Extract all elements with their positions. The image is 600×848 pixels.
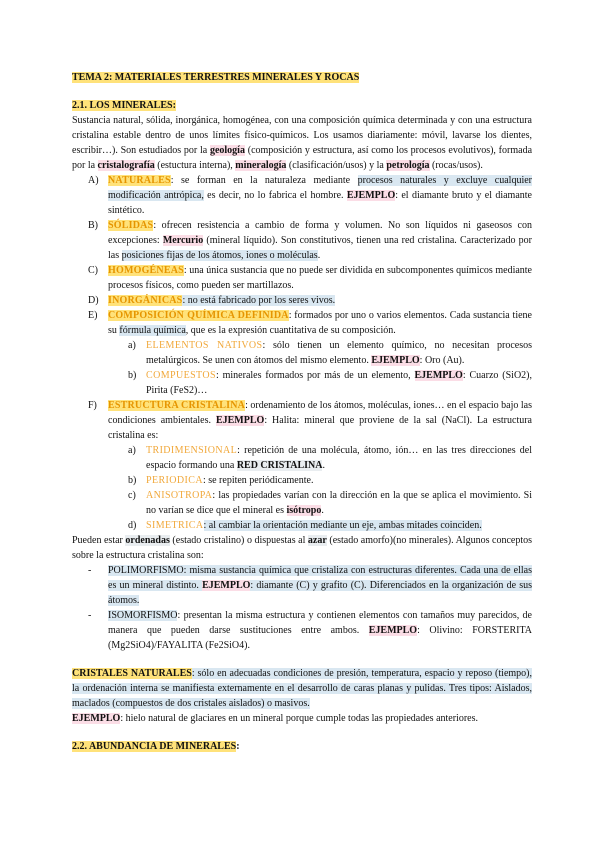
example-label: EJEMPLO <box>202 580 251 591</box>
sub-label: TRIDIMENSIONAL <box>146 445 238 456</box>
intro-text: (rocas/usos). <box>429 160 483 171</box>
list-item-text <box>108 173 532 218</box>
term-cristalografia: cristalografía <box>97 160 155 171</box>
spacer <box>72 653 532 666</box>
sub-item-elementos-nativos <box>108 338 532 368</box>
body-text: : repetición de una molécula, átomo, ión… en las tres direcciones del espacio formando una <box>146 445 532 471</box>
list-marker: C) <box>88 265 98 276</box>
body-text: . <box>317 250 321 261</box>
body-text: : Cuarzo (SiO2), Pirita (FeS2)… <box>146 370 532 396</box>
section-1-heading-text: 2.1. LOS MINERALES: <box>72 100 176 111</box>
sub-item-text <box>146 518 532 533</box>
list-item-text <box>108 293 532 308</box>
list-item-text <box>108 308 532 338</box>
sub-marker: b) <box>128 370 137 381</box>
list-item-text <box>108 398 532 443</box>
section-1-heading <box>72 98 532 113</box>
sub-item-compuestos <box>108 368 532 398</box>
term-mercurio: Mercurio <box>162 235 204 246</box>
sub-marker: d) <box>128 520 137 531</box>
list-marker: B) <box>88 220 98 231</box>
sub-item-text <box>146 338 532 368</box>
intro-text: (estuctura interna), <box>154 160 236 171</box>
list-item-naturales <box>72 173 532 218</box>
list-item-composicion <box>72 308 532 338</box>
section-2-heading <box>72 739 532 754</box>
list-item-homogeneas <box>72 263 532 293</box>
example-label: EJEMPLO <box>346 190 396 201</box>
body-text: : Oro (Au). <box>419 355 465 366</box>
sub-label: ANISOTROPA <box>146 490 213 501</box>
example-label: EJEMPLO <box>72 713 121 724</box>
property-label: ESTRUCTURA CRISTALINA <box>108 400 246 411</box>
property-label: INORGÁNICAS <box>108 295 183 306</box>
list-item-text <box>108 263 532 293</box>
section-2-heading-colon: : <box>236 741 240 752</box>
document-page <box>72 70 532 754</box>
cristales-label: CRISTALES NATURALES <box>72 668 192 679</box>
example-label: EJEMPLO <box>215 415 265 426</box>
intro-text: Sustancia natural, sólida, inorgánica, homogénea, con una composición química determinada y con una estructura cristalina estable dentro de unos límites físico-químicos. Los usamos diariamente: móvil, lavarse los dientes, escribir…). Son estudiados por la <box>72 115 532 156</box>
concept-label: ISOMORFISMO <box>108 610 178 621</box>
body-text: : Halita: mineral que proviene de la sal (NaCl). La estructura cristalina es: <box>108 415 532 441</box>
highlight-text: : sólo en adecuadas condiciones de presión, temperatura, espacio y reposo (tiempo), la ordenación interna se manifiesta externamente en el desarrollo de caras planas y pulidas. Tres tipos: Aislados, maclados (compuestos de dos cristales aislados) o masivos. <box>72 668 532 709</box>
property-label: COMPOSICIÓN QUÍMICA DEFINIDA <box>108 310 289 321</box>
body-text: : ordenamiento de los átomos, moléculas, iones… en el espacio bajo las condiciones ambientales. <box>108 400 532 426</box>
sub-label: COMPUESTOS <box>146 370 216 381</box>
sub-item-text <box>146 443 532 473</box>
list-item-text <box>108 218 532 263</box>
body-text: : ofrecen resistencia a cambio de forma y volumen. No son líquidos ni gaseosos con excepciones: <box>108 220 532 246</box>
term-petrologia: petrología <box>386 160 430 171</box>
list-item-inorganicas <box>72 293 532 308</box>
list-marker: F) <box>88 400 97 411</box>
body-text: : se repiten periódicamente. <box>202 475 314 486</box>
section-2-heading-text: 2.2. ABUNDANCIA DE MINERALES <box>72 741 237 752</box>
term-ordenadas: ordenadas <box>125 535 170 546</box>
body-text: : sólo tienen un elemento químico, no necesitan procesos metalúrgicos. Se unen con átomos del mismo elemento. <box>146 340 533 366</box>
body-text: (estado cristalino) o dispuestas al <box>169 535 308 546</box>
sub-item-text <box>146 473 532 488</box>
concept-polimorfismo <box>72 563 532 608</box>
example-label: EJEMPLO <box>371 355 420 366</box>
sub-marker: c) <box>128 490 136 501</box>
body-text: : las propiedades varían con la dirección en la que se aplica el movimiento. Si no varían se dice que el mineral es <box>146 490 532 516</box>
property-label: HOMOGÉNEAS <box>108 265 184 276</box>
body-text: , que es la expresión cuantitativa de su composición. <box>185 325 396 336</box>
body-text: : minerales formados por más de un elemento, <box>215 370 415 381</box>
bold-term: isótropo <box>286 505 322 516</box>
body-text: es decir, no lo fabrica el hombre. <box>203 190 347 201</box>
arrangement-paragraph <box>72 533 532 563</box>
sub-label: SIMETRICA <box>146 520 204 531</box>
body-text: : hielo natural de glaciares en un mineral porque cumple todas las propiedades anteriores. <box>120 713 478 724</box>
intro-paragraph <box>72 113 532 173</box>
term-geologia: geología <box>209 145 245 156</box>
body-text: (estado amorfo)(no minerales). Algunos conceptos sobre la estructura cristalina son: <box>72 535 532 561</box>
intro-text: (composición y estructura, así como los procesos evolutivos), formada por la <box>72 145 533 171</box>
property-label: NATURALES <box>108 175 171 186</box>
body-text: . <box>322 460 325 471</box>
cristales-example <box>72 711 532 726</box>
dash-marker: - <box>88 565 92 576</box>
highlight-text: : al cambiar la orientación mediante un eje, ambas mitades coinciden. <box>203 520 482 531</box>
term-mineralogia: mineralogía <box>235 160 287 171</box>
sub-marker: b) <box>128 475 137 486</box>
intro-text: (clasificación/usos) y la <box>286 160 387 171</box>
concept-text <box>108 563 532 608</box>
body-text: : formados por uno o varios elementos. Cada sustancia tiene su <box>108 310 532 336</box>
highlight-text: posiciones fijas de los átomos, iones o moléculas <box>121 250 318 261</box>
list-marker: E) <box>88 310 98 321</box>
cristales-paragraph <box>72 666 532 711</box>
concept-text <box>108 608 532 653</box>
body-text: Pueden estar <box>72 535 126 546</box>
list-item-estructura <box>72 398 532 443</box>
sub-item-tridimensional <box>108 443 532 473</box>
body-text: . <box>321 505 324 516</box>
sub-marker: a) <box>128 445 136 456</box>
highlight-text: procesos naturales y excluye cualquier modificación antrópica, <box>108 175 532 201</box>
body-text: : presentan la misma estructura y contienen elementos con tamaños muy parecidos, de manera que pueden darse sustituciones entre ambos. <box>108 610 532 636</box>
body-text: : se forman en la naturaleza mediante <box>170 175 358 186</box>
concept-label: POLIMORFISMO <box>108 565 184 576</box>
list-marker: A) <box>88 175 99 186</box>
sub-label: PERIODICA <box>146 475 203 486</box>
body-text: : Olivino: FORSTERITA (Mg2SiO4)/FAYALITA (Fe2SiO4). <box>108 625 532 651</box>
body-text: : una única sustancia que no puede ser dividida en subcomponentes químicos mediante procesos físicos, como pueden ser martillazos. <box>108 265 532 291</box>
body-text: : el diamante bruto y el diamante sintético. <box>108 190 532 216</box>
sub-item-periodica <box>108 473 532 488</box>
list-item-solidas <box>72 218 532 263</box>
highlight-text: : misma sustancia química que cristaliza con estructuras diferentes. Cada una de ellas es un mineral distinto. <box>108 565 532 591</box>
example-label: EJEMPLO <box>368 625 418 636</box>
body-text: (mineral líquido). Son constitutivos, tienen una red cristalina. Caracterizado por las <box>108 235 532 261</box>
concept-isomorfismo <box>72 608 532 653</box>
highlight-text: : no está fabricado por los seres vivos. <box>182 295 336 306</box>
dash-marker: - <box>88 610 92 621</box>
highlight-text: fórmula química <box>119 325 186 336</box>
term-azar: azar <box>307 535 327 546</box>
example-label: EJEMPLO <box>414 370 463 381</box>
highlight-text: : diamante (C) y grafito (C). Diferenciados en la organización de sus átomos. <box>108 580 532 606</box>
sub-item-anisotropa <box>108 488 532 518</box>
sub-item-simetrica <box>108 518 532 533</box>
sub-label: ELEMENTOS NATIVOS <box>146 340 263 351</box>
sub-item-text <box>146 488 532 518</box>
property-label: SÓLIDAS <box>108 220 154 231</box>
sub-marker: a) <box>128 340 136 351</box>
sub-item-text <box>146 368 532 398</box>
document-title <box>72 70 532 85</box>
spacer <box>72 726 532 739</box>
title-text: TEMA 2: MATERIALES TERRESTRES MINERALES Y ROCAS <box>72 72 360 83</box>
list-marker: D) <box>88 295 99 306</box>
bold-term: RED CRISTALINA <box>236 460 323 471</box>
